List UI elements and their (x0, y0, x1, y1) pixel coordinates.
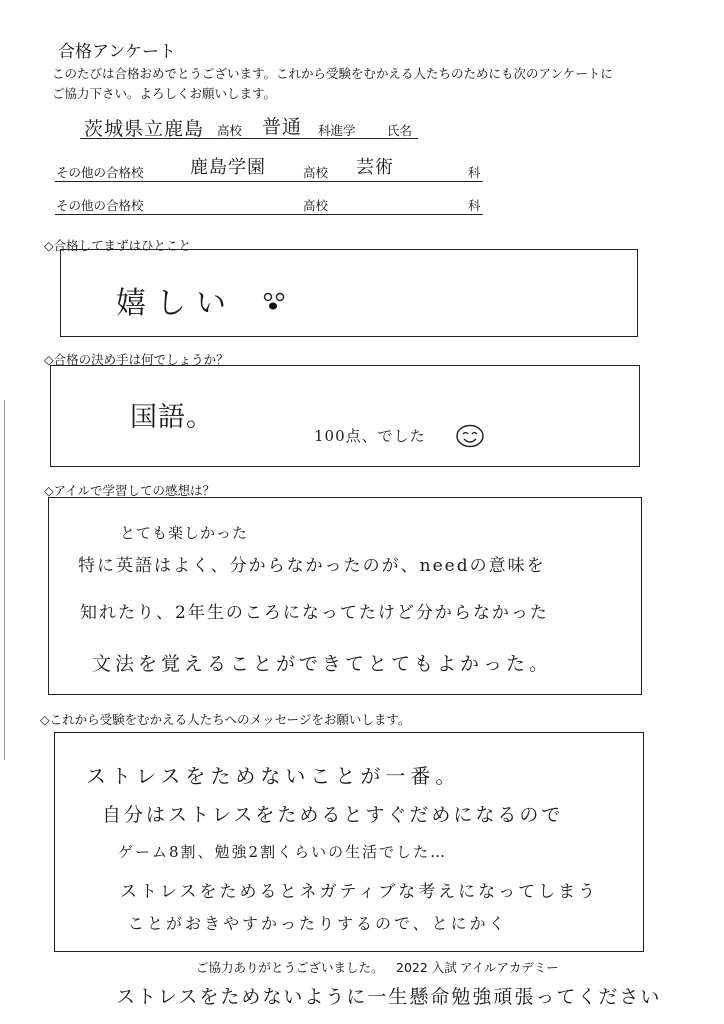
question-4-answer-line-4: ストレスをためるとネガティブな考えになってしまう (120, 882, 599, 902)
other-school-1-value: 鹿島学園 (190, 157, 266, 178)
question-4-answer-line-2: 自分はストレスをためるとすぐだめになるので (102, 804, 564, 826)
question-1-label: ◇合格してまずはひとこと (44, 238, 192, 253)
footer-thanks: ご協力ありがとうございました。 (196, 960, 384, 975)
smile-doodle-icon (262, 290, 288, 316)
question-4-answer-line-6: ストレスをためないように一生懸命勉強頑張ってください (116, 986, 662, 1008)
footer-academy: アイルアカデミー (460, 960, 559, 975)
other-school-1-label: その他の合格校 (56, 165, 144, 180)
question-3-answer-line-4: 文法を覚えることができてとてもよかった。 (92, 653, 553, 675)
other-school-1-underline (55, 181, 483, 182)
other-school-2-underline (55, 214, 483, 215)
question-2-label: ◇合格の決め手は何でしょうか？ (44, 352, 229, 367)
main-school-label: 高校 (217, 123, 243, 138)
intro-line-2: ご協力下さい。よろしくお願いします。 (52, 86, 277, 101)
question-3-answer-line-1: とても楽しかった (120, 524, 249, 542)
question-2-answer-line-1: 国語。 (130, 402, 214, 433)
question-4-answer-line-5: ことがおきやすかったりするので、とにかく (128, 914, 508, 933)
question-4-label: ◇これから受験をむかえる人たちへのメッセージをお願いします。 (40, 712, 411, 727)
question-1-answer-line-1: 嬉しい (116, 286, 236, 321)
main-course-label: 科進学 (318, 123, 356, 138)
main-school-underline (80, 138, 418, 139)
footer-year-exam: 2022 入試 (396, 960, 457, 975)
other-school-1-course-value: 芸術 (356, 157, 394, 178)
other-school-1-school-label: 高校 (303, 165, 329, 180)
scan-edge-mark (4, 400, 5, 760)
question-3-label: ◇アイルで学習しての感想は？ (44, 483, 215, 498)
page-title: 合格アンケート (58, 42, 176, 62)
main-school-prefix-value: 茨城県立鹿島 (84, 118, 205, 140)
question-3-answer-line-2: 特に英語はよく、分からなかったのが、needの意味を (78, 556, 546, 576)
question-3-answer-line-3: 知れたり、2年生のころになってたけど分からなかった (80, 603, 549, 623)
question-2-answer-line-2: 100点、でした (314, 427, 426, 445)
other-school-2-course-label: 科 (468, 198, 481, 213)
question-4-answer-line-1: ストレスをためないことが一番。 (86, 764, 461, 788)
question-4-answer-line-3: ゲーム8割、勉強2割くらいの生活でした… (118, 843, 448, 861)
smiley-face-icon (455, 424, 485, 452)
intro-line-1: このたびは合格おめでとうございます。これから受験をむかえる人たちのためにも次のアンケートに (52, 66, 613, 81)
other-school-2-label: その他の合格校 (56, 198, 144, 213)
name-label: 氏名 (387, 123, 413, 138)
other-school-2-school-label: 高校 (303, 198, 329, 213)
main-course-value: 普通 (262, 116, 303, 138)
other-school-1-course-label: 科 (468, 165, 481, 180)
